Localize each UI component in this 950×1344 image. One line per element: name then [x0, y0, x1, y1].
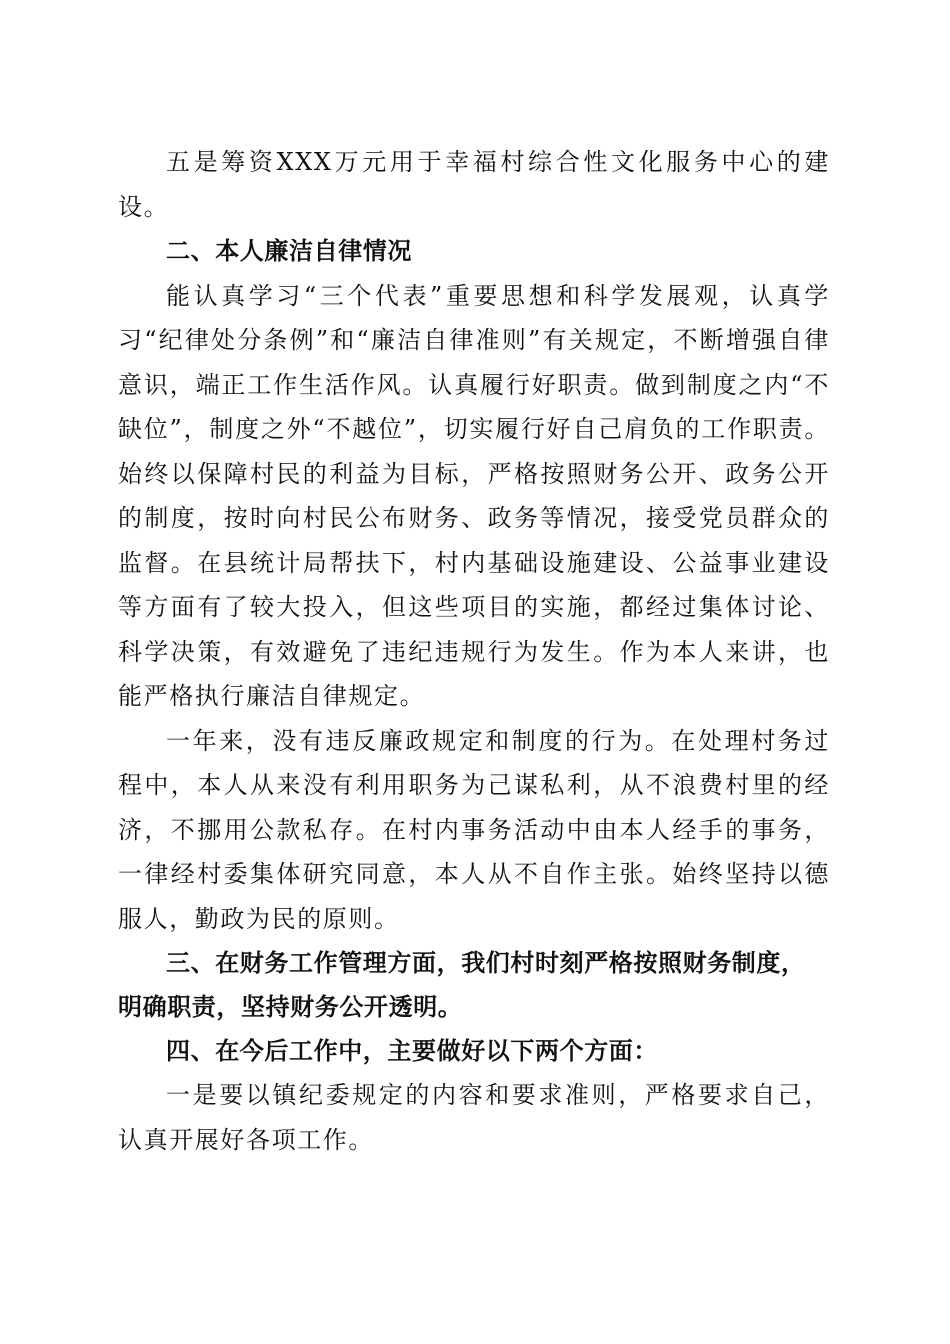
heading-future-work: 四、在今后工作中，主要做好以下两个方面： — [166, 1037, 658, 1065]
heading-financial-management: 三、在财务工作管理方面，我们村时刻严格按照财务制度，明确职责，坚持财务公开透明。 — [118, 949, 806, 1021]
document-body — [118, 140, 830, 1162]
paragraph-future-item-one: 一是要以镇纪委规定的内容和要求准则，严格要求自己，认真开展好各项工作。 — [118, 1081, 830, 1154]
paragraph-self-discipline-study: 能认真学习“三个代表”重要思想和科学发展观，认真学习“纪律处分条例”和“廉洁自律准则”有关规定，不断增强自律意识，端正工作生活作风。认真履行好职责。做到制度之内“不缺位”，制度之外“不越位”，切实履行好自己肩负的工作职责。始终以保障村民的利益为目标，严格按照财务公开、政务公开的制度，按时向村民公布财务、政务等情况，接受党员群众的监督。在县统计局帮扶下，村内基础设施建设、公益事业建设等方面有了较大投入，但这些项目的实施，都经过集体讨论、科学决策，有效避免了违纪违规行为发生。作为本人来讲，也能严格执行廉洁自律规定。 — [118, 281, 830, 710]
paragraph-year-review: 一年来，没有违反廉政规定和制度的行为。在处理村务过程中，本人从来没有利用职务为己谋私利，从不浪费村里的经济，不挪用公款私存。在村内事务活动中由本人经手的事务，一律经村委集体研究同意，本人从不自作主张。始终坚持以德服人，勤政为民的原则。 — [118, 726, 830, 933]
paragraph-funding-item-five: 五是筹资XXX万元用于幸福村综合性文化服务中心的建设。 — [118, 148, 830, 221]
heading-self-discipline: 二、本人廉洁自律情况 — [166, 237, 412, 265]
